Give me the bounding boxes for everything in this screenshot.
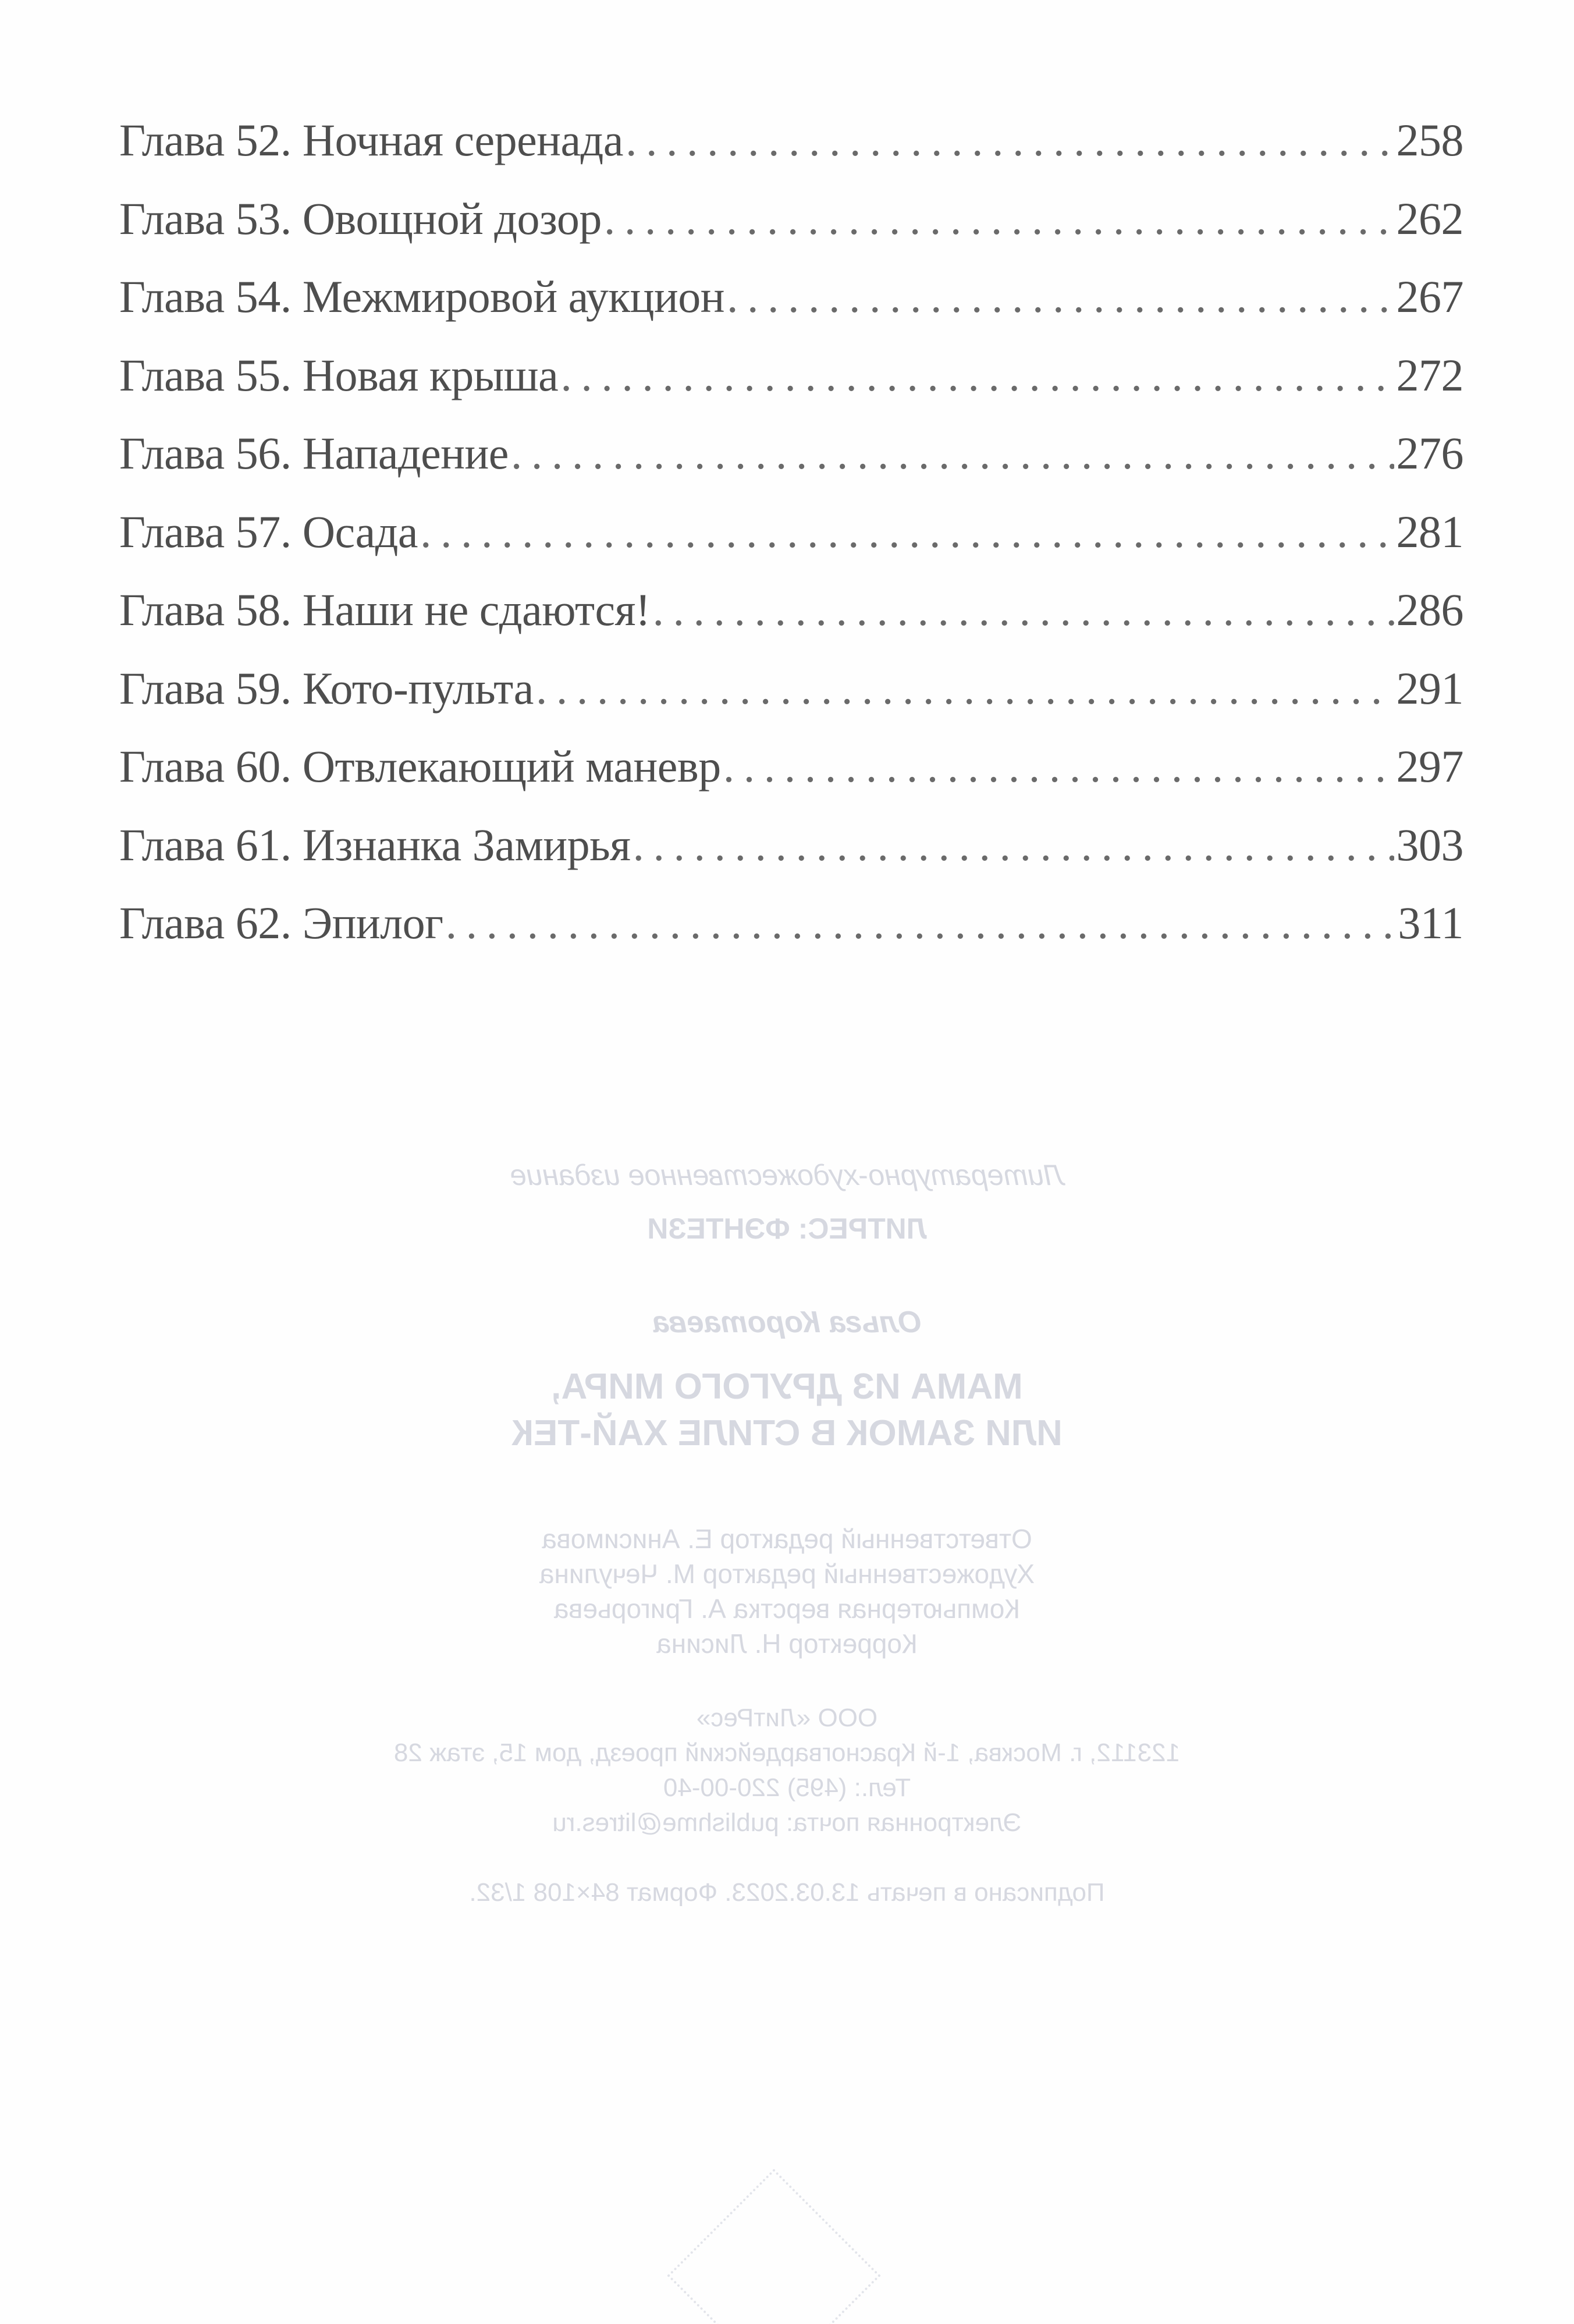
- spacer: [0, 1459, 1574, 1523]
- publisher-logo-icon: [667, 2169, 881, 2324]
- toc-entry-52: [119, 114, 1463, 193]
- dot-leader: [633, 819, 1394, 871]
- toc-entry-page: 272: [1396, 349, 1463, 400]
- dot-leader: [723, 740, 1394, 793]
- toc-entry-title: Глава 61. Изнанка Замирья: [119, 819, 631, 870]
- toc-entry-page: 281: [1396, 506, 1463, 557]
- toc-entry-title: Глава 55. Новая крыша: [119, 349, 559, 400]
- imprint-publisher: Тел.: (495) 220-00-40: [663, 1773, 911, 1802]
- toc-entry-title: Глава 54. Межмировой аукцион: [119, 271, 724, 322]
- bleed-through-imprint: [0, 1158, 1574, 1913]
- imprint-credit: Ответственный редактор Е. Анисимова: [542, 1524, 1032, 1554]
- imprint-author: Ольга Коротаева: [652, 1305, 922, 1339]
- imprint-credit: Компьютерная верстка А. Григорьева: [553, 1594, 1021, 1624]
- toc-entry-61: [119, 819, 1463, 897]
- toc-entry-title: Глава 59. Кото-пульта: [119, 662, 534, 714]
- toc-entry-56: [119, 427, 1463, 506]
- toc-entry-page: 303: [1396, 819, 1463, 870]
- toc-entry-60: [119, 740, 1463, 819]
- imprint-genre: Литературно-художественное издание: [510, 1159, 1064, 1191]
- dot-leader: [560, 349, 1394, 402]
- toc-entry-page: 262: [1396, 193, 1463, 244]
- toc-entry-55: [119, 349, 1463, 428]
- dot-leader: [420, 506, 1394, 558]
- dot-leader: [626, 114, 1394, 166]
- imprint-print-info: Подписано в печать 13.03.2023. Формат 84×108 1/32.: [469, 1878, 1105, 1907]
- toc-entry-title: Глава 52. Ночная серенада: [119, 115, 623, 165]
- toc-entry-title: Глава 57. Осада: [119, 506, 418, 557]
- toc-entry-58: [119, 584, 1463, 662]
- imprint-series: ЛИТРЕС: ФЭНТЕЗИ: [647, 1212, 927, 1245]
- spacer: [0, 1663, 1574, 1704]
- dot-leader: [604, 193, 1394, 245]
- toc-entry-title: Глава 60. Отвлекающий маневр: [119, 741, 721, 792]
- imprint-publisher: 123112, г. Москва, 1-й Красногвардейский проезд, дом 15, этаж 28: [393, 1738, 1181, 1767]
- dot-leader: [727, 271, 1394, 323]
- dot-leader: [511, 427, 1394, 480]
- toc-entry-title: Глава 56. Нападение: [119, 428, 509, 478]
- dot-leader: [536, 662, 1394, 715]
- imprint-credit: Художественный редактор М. Чечулина: [539, 1559, 1035, 1589]
- toc-entry-62: [119, 897, 1463, 975]
- imprint-title-line-2: ИЛИ ЗАМОК В СТИЛЕ ХАЙ-ТЕК: [511, 1413, 1063, 1453]
- table-of-contents: [119, 114, 1463, 975]
- spacer: [0, 1843, 1574, 1878]
- imprint-publisher: Электронная почта: publishme@litres.ru: [552, 1808, 1022, 1837]
- toc-entry-page: 267: [1396, 271, 1463, 322]
- toc-entry-page: 276: [1396, 428, 1463, 478]
- dot-leader: [446, 897, 1396, 949]
- toc-entry-54: [119, 271, 1463, 349]
- toc-entry-59: [119, 662, 1463, 741]
- toc-entry-title: Глава 53. Овощной дозор: [119, 193, 602, 244]
- toc-entry-page: 311: [1398, 897, 1463, 948]
- toc-entry-title: Глава 58. Наши не сдаются!: [119, 584, 651, 635]
- imprint-credit: Корректор Н. Лисина: [656, 1628, 918, 1659]
- toc-entry-page: 258: [1396, 115, 1463, 165]
- toc-entry-57: [119, 506, 1463, 584]
- toc-entry-page: 291: [1396, 662, 1463, 714]
- imprint-publisher: ООО «ЛитРес»: [696, 1704, 878, 1732]
- toc-entry-page: 297: [1396, 741, 1463, 792]
- toc-entry-53: [119, 193, 1463, 271]
- dot-leader: [653, 584, 1394, 636]
- imprint-title-line-1: МАМА ИЗ ДРУГОГО МИРА,: [551, 1367, 1023, 1407]
- toc-entry-page: 286: [1396, 584, 1463, 635]
- toc-entry-title: Глава 62. Эпилог: [119, 897, 443, 948]
